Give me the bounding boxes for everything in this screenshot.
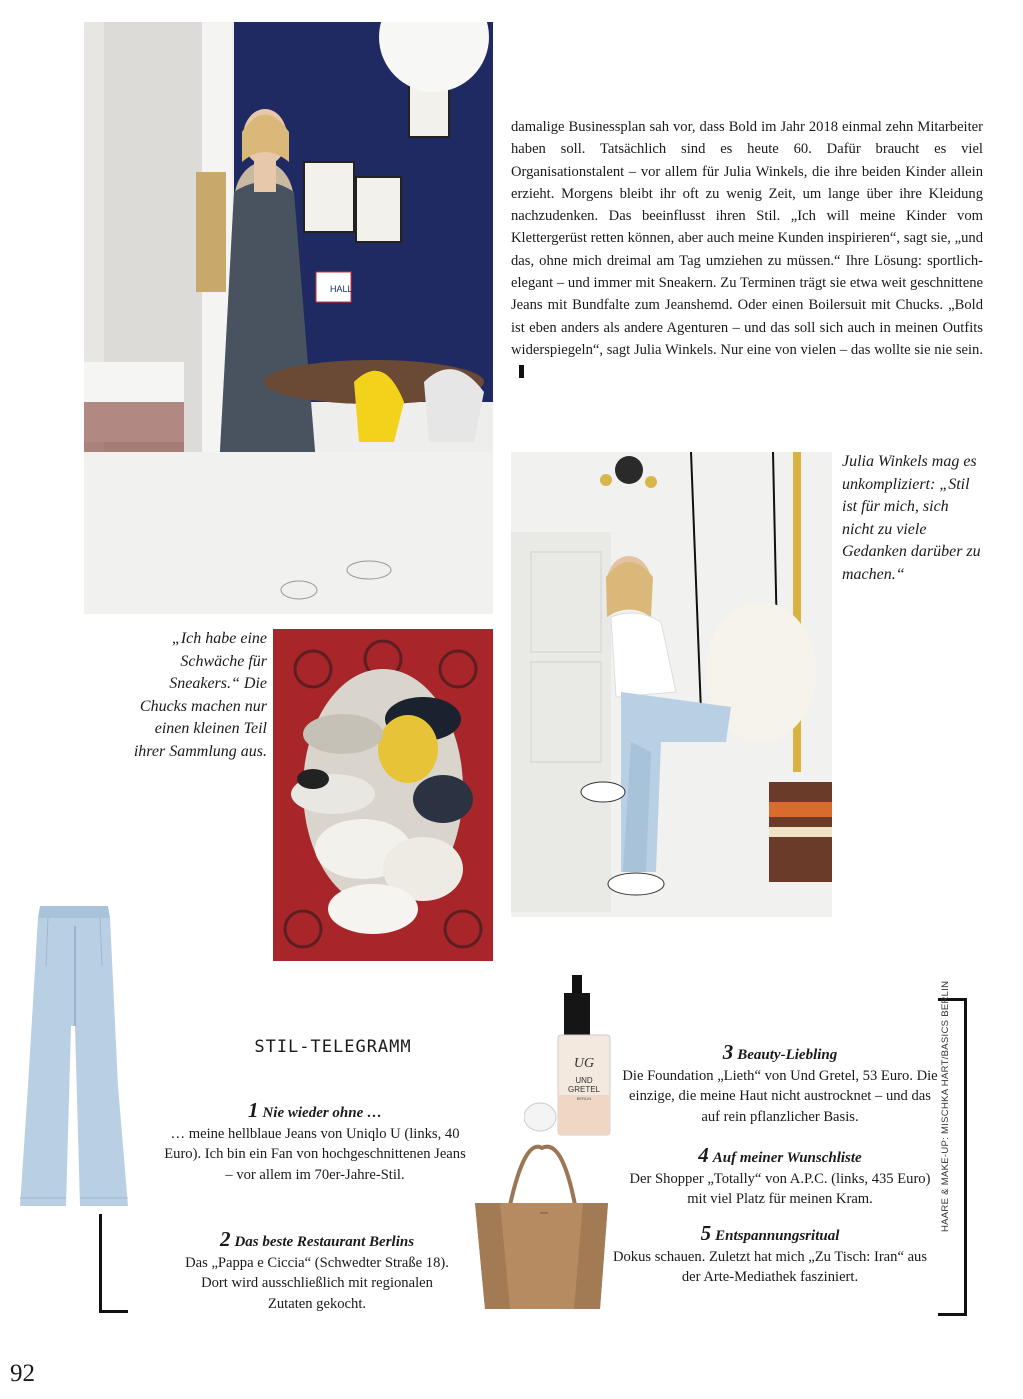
telegram-item-5 <box>610 1223 930 1288</box>
svg-text:GRETEL: GRETEL <box>567 1085 601 1094</box>
photo-julia-living-room <box>84 22 493 614</box>
article-body: damalige Businessplan sah vor, dass Bold im Jahr 2018 einmal zehn Mitarbeiter haben soll. Tatsächlich sind es heute 60. Dafür braucht es viel Organisationstalent – vor allem für Julia Winkels, die ihre beiden Kinder allein erzieht. Morgens bleibt ihr oft zu wenig Zeit, um lange über ihre Kleidung nachzudenken. Das beeinflusst ihren Stil. „Ich will meine Kinder vom Klettergerüst retten können, aber auch meine Kunden inspirieren“, sagt sie, „und das, ohne mich dreimal am Tag umziehen zu müssen.“ Ihre Lösung: sportlich-elegant – und immer mit Sneakern. Zu Terminen trägt sie etwa weit geschnittene Jeans mit Bundfalte zum Jeanshemd. Oder einen Boilersuit mit Chucks. „Bold ist eben anders als andere Agenturen – und das soll sich auch in meinen Outfits widerspiegeln“, sagt Julia Winkels. Nur eine von vielen – das wollte sie nie sein. <box>511 116 983 384</box>
item-text: Dokus schauen. Zuletzt hat mich „Zu Tisch: Iran“ aus der Arte-Mediathek fasziniert. <box>612 1248 928 1285</box>
photo-sneakers-rug <box>273 629 493 961</box>
item-number: 3 <box>722 1040 734 1064</box>
product-jeans-image <box>18 906 130 1208</box>
end-mark <box>519 365 524 378</box>
page-number: 92 <box>10 1360 35 1387</box>
telegram-item-1 <box>160 1100 470 1185</box>
item-number: 5 <box>700 1221 712 1245</box>
bracket-left <box>99 1214 128 1313</box>
item-heading: Entspannungsritual <box>715 1228 840 1244</box>
svg-text:HALL: HALL <box>330 284 353 294</box>
item-text: … meine hellblaue Jeans von Uniqlo U (links, 40 Euro). Ich bin ein Fan von hochgeschnittenen Jeans – vor allem im 70er-Jahre-Stil. <box>164 1125 466 1183</box>
item-heading: Das beste Restaurant Berlins <box>234 1234 415 1250</box>
item-number: 4 <box>698 1143 709 1167</box>
item-text: Das „Pappa e Ciccia“ (Schwedter Straße 18). Dort wird ausschließlich mit regionalen Zutaten gekocht. <box>185 1254 449 1312</box>
item-text: Der Shopper „Totally“ von A.P.C. (links, 435 Euro) mit viel Platz für meinen Kram. <box>629 1170 931 1207</box>
telegram-item-4 <box>620 1145 940 1210</box>
item-number: 1 <box>247 1098 259 1122</box>
item-heading: Auf meiner Wunschliste <box>712 1150 862 1166</box>
photo-credit: HAARE & MAKE-UP: MISCHKA HART/BASICS BERLIN <box>940 980 951 1232</box>
item-number: 2 <box>219 1227 231 1251</box>
telegram-item-2 <box>182 1229 452 1314</box>
caption-sneakers-photo: „Ich habe eine Schwäche für Sneakers.“ Die Chucks machen nur einen kleinen Teil ihrer Sammlung aus. <box>133 630 267 760</box>
section-title-stil-telegramm: STIL-TELEGRAMM <box>254 1037 412 1057</box>
item-heading: Nie wieder ohne … <box>262 1105 383 1121</box>
svg-text:BERLIN: BERLIN <box>576 1096 592 1101</box>
svg-text:UG: UG <box>573 1056 595 1071</box>
product-tote-bag-image <box>470 1143 613 1311</box>
item-text: Die Foundation „Lieth“ von Und Gretel, 53 Euro. Die einzige, die meine Haut nicht austrocknet – und das auf rein pflanzlicher Basis. <box>622 1067 938 1125</box>
svg-text:UND: UND <box>575 1076 593 1085</box>
product-foundation-image <box>524 975 612 1139</box>
item-heading: Beauty-Liebling <box>737 1047 838 1063</box>
caption-swing-photo: Julia Winkels mag es unkompliziert: „Stil ist für mich, sich nicht zu viele Gedanken darüber zu machen.“ <box>842 453 981 583</box>
telegram-item-3 <box>620 1042 940 1127</box>
photo-julia-swing <box>511 452 832 917</box>
